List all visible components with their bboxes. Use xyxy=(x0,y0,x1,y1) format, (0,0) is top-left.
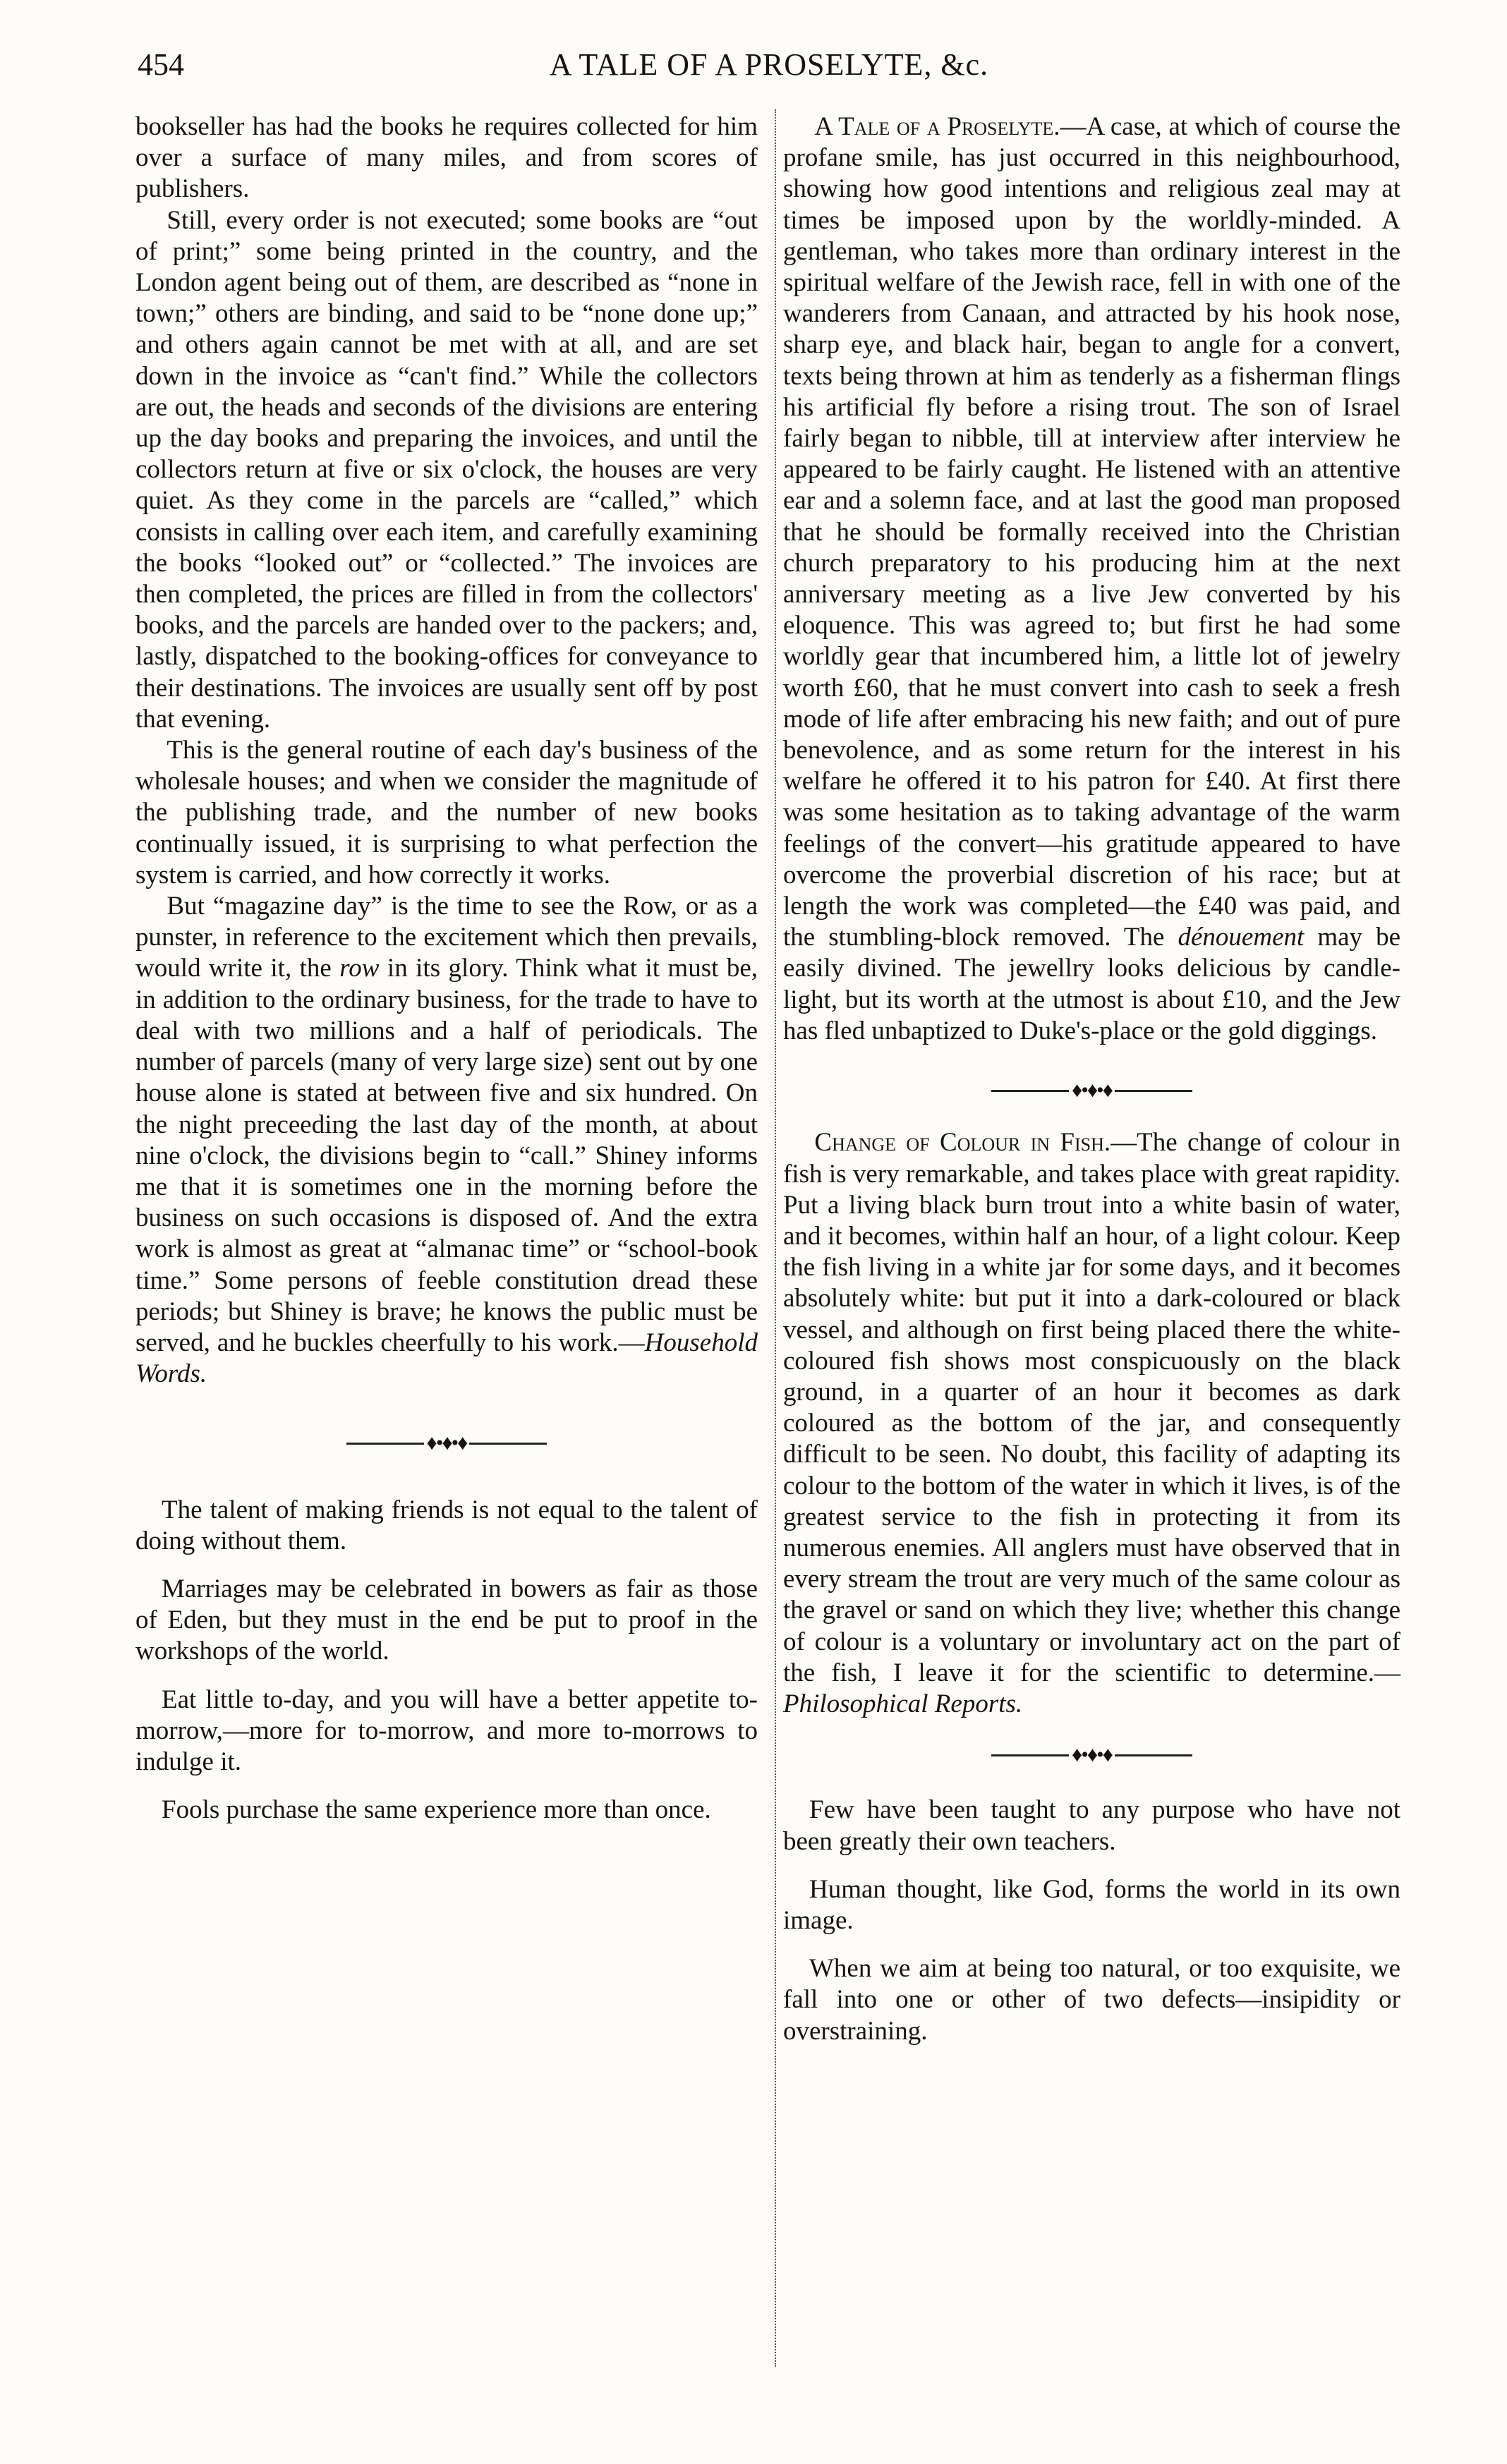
left-column xyxy=(135,111,758,1826)
maxim: When we aim at being too natural, or too exquisite, we fall into one or other of two defects—insipidity or overstraining. xyxy=(783,1954,1400,2046)
maxim: Marriages may be celebrated in bowers as fair as those of Eden, but they must in the end be put to proof in the workshops of the world. xyxy=(135,1574,758,1666)
text-run: in its glory. Think what it must be, in addition to the ordinary business, for the trade to have to deal with two millions and a half of periodicals. The number of parcels (many of very large size) sent out by one house alone is stated at between five and six hundred. On the night preceeding the last day of the month, at about nine o'clock, the divisions begin to “call.” Shiney informs me that it is sometimes one in the morning before the business on such occasions is disposed of. And the extra work is almost as great at “almanac time” or “school-book time.” Some persons of feeble constitution dread these periods; but Shiney is brave; he knows the public must be served, and he buckles cheerfully to his work.— xyxy=(135,954,758,1357)
maxim: Few have been taught to any purpose who have not been greatly their own teachers. xyxy=(783,1795,1400,1856)
source-citation: Household Words. xyxy=(135,1328,758,1389)
ornament-glyphs: ♦•♦•♦ xyxy=(1072,1743,1112,1767)
article-paragraph: bookseller has had the books he requires collected for him over a surface of many miles, and from scores of publishers. xyxy=(135,112,758,204)
source-citation: Philosophical Reports. xyxy=(783,1689,1023,1718)
section-ornament xyxy=(783,1074,1400,1106)
maxim: Human thought, like God, forms the world in its own image. xyxy=(783,1874,1400,1935)
article-title: Change of Colour in Fish. xyxy=(814,1128,1111,1158)
article-title: A Tale of a Proselyte. xyxy=(814,112,1060,141)
maxim: Eat little to-day, and you will have a better appetite to-morrow,—more for to-morrow, and more to-morrows to indulge it. xyxy=(135,1685,758,1776)
text-run: But “magazine day” is the time to see the Row, or as a punster, in reference to the excitement which then prevails, would write it, the xyxy=(135,892,758,983)
article-paragraph xyxy=(135,891,758,1390)
emphasis: row xyxy=(339,954,380,983)
maxim: The talent of making friends is not equal to the talent of doing without them. xyxy=(135,1495,758,1555)
section-ornament xyxy=(783,1738,1400,1771)
running-head: A TALE OF A PROSELYTE, &c. xyxy=(549,47,989,82)
right-column xyxy=(783,111,1400,2047)
ornament-glyphs: ♦•♦•♦ xyxy=(426,1431,467,1455)
article-proselyte xyxy=(783,111,1400,1047)
ornament-glyphs: ♦•♦•♦ xyxy=(1072,1079,1112,1103)
emphasis: dénouement xyxy=(1178,923,1305,952)
maxim: Fools purchase the same experience more than once. xyxy=(162,1795,711,1825)
article-paragraph: Still, every order is not executed; some books are “out of print;” some being printed in the country, and the London agent being out of them, are described as “none in town;” others are binding, and said to be “none done up;” and others again cannot be met with at all, and are set down in the invoice as “can't find.” While the collectors are out, the heads and seconds of the divisions are entering up the day books and preparing the invoices, and until the collectors return at five or six o'clock, the houses are very quiet. As they come in the parcels are “called,” which consists in calling over each item, and carefully examining the books “looked out” or “collected.” The invoices are then completed, the prices are filled in from the collectors' books, and the parcels are handed over to the packers; and, lastly, dispatched to the booking-offices for conveyance to their destinations. The invoices are usually sent off by post that evening. xyxy=(135,205,758,734)
text-run: —The change of colour in fish is very remarkable, and takes place with great rapidity. Put a living black burn trout into a white basin of water, and it becomes, within half an hour, of a light colour. Keep the fish living in a white jar for some days, and it becomes absolutely white: but put it into a dark-coloured or black vessel, and although on first being placed there the white-coloured fish shows most conspicuously on the black ground, in a quarter of an hour it becomes as dark coloured as the bottom of the jar, and consequently difficult to be seen. No doubt, this facility of adapting its colour to the bottom of the water in which it lives, is of the greatest service to the fish in protecting it from its numerous enemies. All anglers must have observed that in every stream the trout are very much of the same colour as the gravel or sand on which they live; whether this change of colour is a voluntary or involuntary act on the part of the fish, I leave it for the scientific to determine.— xyxy=(783,1128,1401,1687)
section-ornament xyxy=(135,1426,758,1459)
text-run: —A case, at which of course the profane smile, has just occurred in this neighbourhood, showing how good intentions and religious zeal may at times be imposed upon by the worldly-minded. A gentleman, who takes more than ordinary interest in the spiritual welfare of the Jewish race, fell in with one of the wanderers from Canaan, and attracted by his hook nose, sharp eye, and black hair, began to angle for a convert, texts being thrown at him as tenderly as a fisherman flings his artificial fly before a rising trout. The son of Israel fairly began to nibble, till at interview after interview he appeared to be fairly caught. He listened with an attentive ear and a solemn face, and at last the good man proposed that he should be formally received into the Christian church preparatory to his producing him at the next anniversary meeting as a live Jew converted by his eloquence. This was agreed to; but first he had some worldly gear that incumbered him, a little lot of jewelry worth £60, that he must convert into cash to seek a fresh mode of life after embracing his new faith; and out of pure benevolence, and as some return for the interest in his welfare he offered it to his patron for £40. At first there was some hesitation as to taking advantage of the warm feelings of the convert—his gratitude appeared to have overcome the proverbial discretion of his race; but at length the work was completed—the £40 was paid, and the stumbling-block removed. The xyxy=(783,112,1400,952)
page-header xyxy=(138,27,1400,90)
article-paragraph: This is the general routine of each day's business of the wholesale houses; and when we consider the magnitude of the publishing trade, and the number of new books continually issued, it is surprising to what perfection the system is carried, and how correctly it works. xyxy=(135,736,758,890)
column-divider xyxy=(775,109,776,2367)
article-fish xyxy=(783,1127,1400,1720)
text-run: may be easily divined. The jewellry looks delicious by candle-light, but its worth at the utmost is about £10, and the Jew has fled unbaptized to Duke's-place or the gold diggings. xyxy=(783,923,1401,1045)
page-number: 454 xyxy=(138,47,184,82)
